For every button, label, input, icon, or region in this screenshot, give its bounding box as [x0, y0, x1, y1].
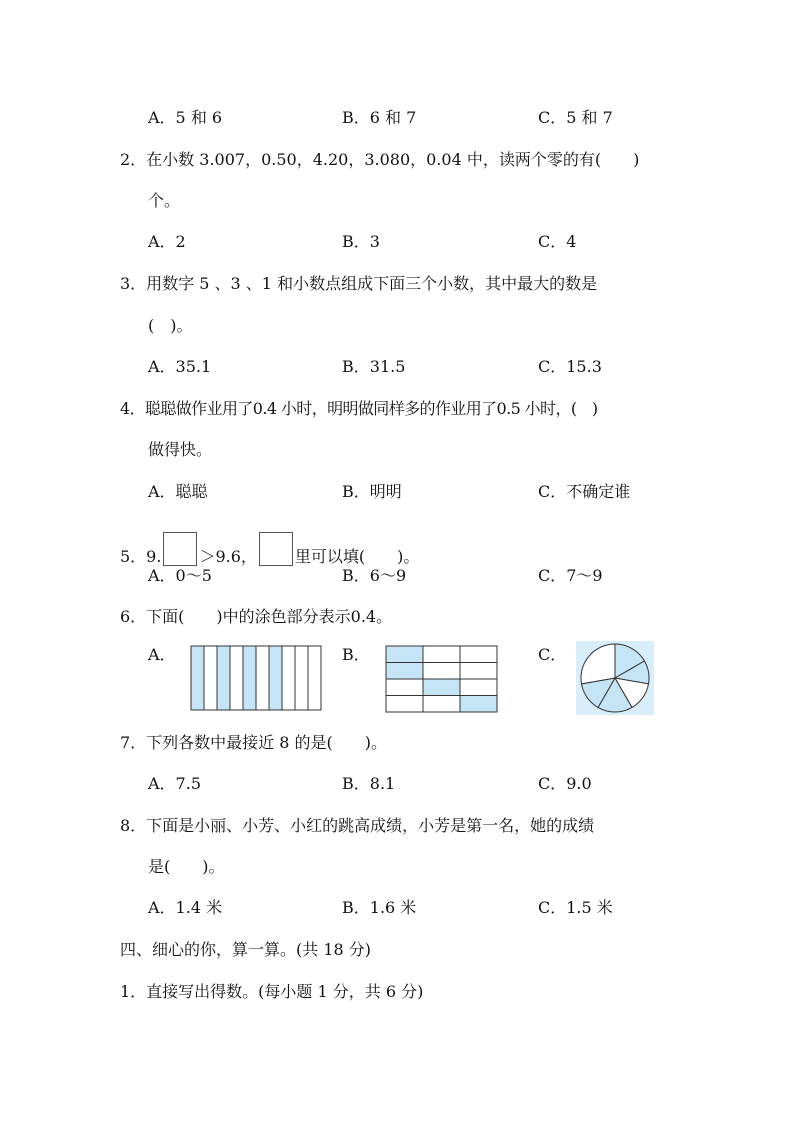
q5-blank-box[interactable]: [163, 532, 197, 566]
figure-b-cell: [386, 696, 423, 713]
q3-option-a[interactable]: A．35.1: [148, 357, 212, 376]
q5-option-a[interactable]: A．0～5: [148, 566, 212, 585]
figure-a-strip: [308, 646, 321, 710]
figure-b-cell: [460, 679, 497, 696]
q1-option-c[interactable]: C．5 和 7: [538, 108, 613, 127]
figure-b-cell: [423, 646, 460, 663]
q2-question-cont: 个。: [148, 191, 181, 210]
figure-b-cell: [386, 663, 423, 680]
q5-suffix: 里可以填( )。: [294, 547, 420, 566]
q2-option-b[interactable]: B．3: [342, 232, 380, 251]
figure-a-strips[interactable]: [190, 645, 322, 711]
figure-a-strip: [243, 646, 256, 710]
q7-option-c[interactable]: C．9.0: [538, 774, 592, 793]
q8-option-c[interactable]: C．1.5 米: [538, 898, 613, 917]
q3-question-cont: ( )。: [148, 316, 193, 335]
q3-question: 3．用数字 5 、3 、1 和小数点组成下面三个小数，其中最大的数是: [120, 274, 598, 293]
q5-prefix: 5．9.: [120, 547, 162, 566]
figure-c-circle[interactable]: [576, 641, 654, 715]
figure-b-cell: [423, 696, 460, 713]
section4-sub1: 1．直接写出得数。(每小题 1 分，共 6 分): [120, 982, 424, 1001]
q6-label-c[interactable]: C．: [538, 645, 567, 664]
q2-option-c[interactable]: C．4: [538, 232, 577, 251]
q8-option-b[interactable]: B．1.6 米: [342, 898, 417, 917]
q4-question-cont: 做得快。: [148, 440, 213, 459]
q1-option-a[interactable]: A．5 和 6: [148, 108, 223, 127]
q2-option-a[interactable]: A．2: [148, 232, 186, 251]
q1-option-b[interactable]: B．6 和 7: [342, 108, 417, 127]
q2-question: 2．在小数 3.007，0.50，4.20，3.080，0.04 中，读两个零的有( ): [120, 150, 640, 169]
q6-label-b[interactable]: B．: [342, 645, 370, 664]
q8-option-a[interactable]: A．1.4 米: [148, 898, 223, 917]
figure-a-strip: [217, 646, 230, 710]
q5-option-b[interactable]: B．6～9: [342, 566, 407, 585]
q3-option-b[interactable]: B．31.5: [342, 357, 406, 376]
q5-middle: ＞9.6，: [199, 547, 257, 566]
q6-label-a[interactable]: A．: [148, 645, 176, 664]
figure-a-strip: [269, 646, 282, 710]
figure-b-cell: [423, 663, 460, 680]
figure-b-cell: [460, 646, 497, 663]
q4-option-b[interactable]: B．明明: [342, 482, 402, 501]
figure-b-cell: [423, 679, 460, 696]
figure-b-cell: [386, 679, 423, 696]
figure-a-strip: [295, 646, 308, 710]
q5-question: [120, 532, 419, 567]
q4-option-c[interactable]: C．不确定谁: [538, 482, 631, 501]
figure-a-strip: [256, 646, 269, 710]
section4-title: 四、细心的你，算一算。(共 18 分): [120, 940, 372, 959]
figure-a-strip: [230, 646, 243, 710]
q5-option-c[interactable]: C．7～9: [538, 566, 603, 585]
figure-b-grid[interactable]: [385, 645, 497, 711]
q7-option-b[interactable]: B．8.1: [342, 774, 396, 793]
figure-a-strip: [204, 646, 217, 710]
q5-blank-box-2: [259, 532, 293, 566]
q6-question: 6．下面( )中的涂色部分表示0.4。: [120, 607, 393, 626]
q4-option-a[interactable]: A．聪聪: [148, 482, 208, 501]
q8-question: 8．下面是小丽、小芳、小红的跳高成绩，小芳是第一名，她的成绩: [120, 816, 595, 835]
q3-option-c[interactable]: C．15.3: [538, 357, 602, 376]
q4-question: 4．聪聪做作业用了0.4 小时，明明做同样多的作业用了0.5 小时，( ): [120, 399, 598, 418]
q8-question-cont: 是( )。: [148, 857, 225, 876]
q7-question: 7．下列各数中最接近 8 的是( )。: [120, 733, 388, 752]
figure-b-cell: [386, 646, 423, 663]
q7-option-a[interactable]: A．7.5: [148, 774, 202, 793]
figure-a-strip: [282, 646, 295, 710]
figure-a-strip: [191, 646, 204, 710]
figure-b-cell: [460, 696, 497, 713]
figure-b-cell: [460, 663, 497, 680]
